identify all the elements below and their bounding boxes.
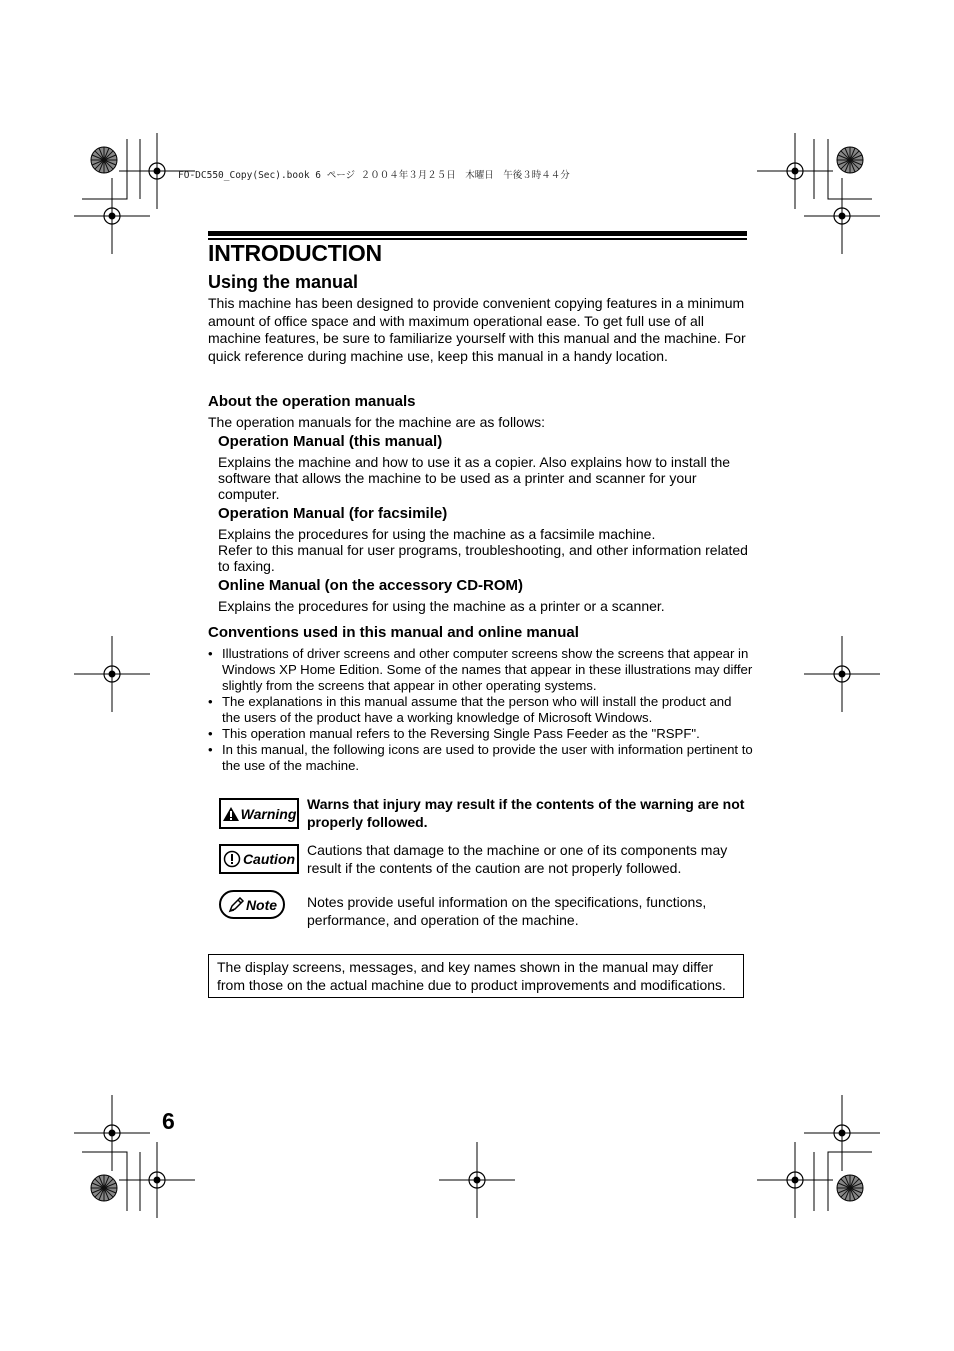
section-heading: Using the manual bbox=[208, 272, 359, 292]
page-number: 6 bbox=[162, 1108, 175, 1134]
warning-text: Warns that injury may result if the contents of the warning are not properly followed. bbox=[307, 796, 745, 830]
manual-description: Refer to this manual for user programs, troubleshooting, and other information related to faxing. bbox=[218, 542, 748, 574]
caution-label: Caution bbox=[242, 851, 296, 867]
notice-box: The display screens, messages, and key names shown in the manual may differ from those on the actual machine due to product improvements and modifications. bbox=[208, 954, 744, 998]
caution-badge bbox=[219, 844, 299, 874]
section-intro: This machine has been designed to provide convenient copying features in a minimum amount of office space and with maximum operational ease. To get full use of all machine features, be sure to familiarize yourself with this manual and the machine. For quick reference during machine use, keep this manual in a handy location. bbox=[208, 295, 746, 364]
print-header: FO-DC550_Copy(Sec).book 6 ページ ２００４年３月２５日 木曜日 午後３時４４分 bbox=[178, 170, 570, 181]
note-badge bbox=[219, 890, 285, 919]
manual-name: Operation Manual (for facsimile) bbox=[218, 505, 448, 522]
title-rule-thick bbox=[208, 231, 747, 236]
about-intro: The operation manuals for the machine are as follows: bbox=[208, 414, 545, 430]
about-heading: About the operation manuals bbox=[208, 393, 416, 410]
manual-description: Explains the procedures for using the machine as a printer or a scanner. bbox=[218, 598, 665, 614]
exclamation-circle-icon bbox=[223, 850, 241, 868]
caution-text: Cautions that damage to the machine or one of its components may result if the contents of the caution are not properly followed. bbox=[307, 842, 728, 876]
warning-triangle-icon bbox=[222, 806, 240, 822]
manual-description: Explains the machine and how to use it as a copier. Also explains how to install the software that allows the machine to be used as a printer and scanner for your computer. bbox=[218, 454, 731, 502]
pencil-icon bbox=[227, 897, 245, 913]
list-item: • In this manual, the following icons are used to provide the user with information pertinent to the use of the machine. bbox=[208, 742, 753, 774]
note-text: Notes provide useful information on the specifications, functions, performance, and operation of the machine. bbox=[307, 894, 707, 928]
list-item: • This operation manual refers to the Reversing Single Pass Feeder as the "RSPF". bbox=[208, 726, 753, 742]
conventions-list bbox=[208, 646, 753, 774]
list-item: • Illustrations of driver screens and other computer screens show the screens that appear in Windows XP Home Edition. Some of the names that appear in these illustrations may differ slightly from the screens that appear in other operating systems. bbox=[208, 646, 753, 694]
warning-label: Warning bbox=[240, 805, 297, 822]
manual-name: Online Manual (on the accessory CD-ROM) bbox=[218, 577, 524, 594]
list-item: • The explanations in this manual assume that the person who will install the product and the users of the product have a working knowledge of Microsoft Windows. bbox=[208, 694, 753, 726]
manual-name: Operation Manual (this manual) bbox=[218, 433, 443, 450]
manual-description: Explains the procedures for using the machine as a facsimile machine. bbox=[218, 526, 656, 542]
conventions-heading: Conventions used in this manual and online manual bbox=[208, 624, 579, 641]
note-label: Note bbox=[245, 896, 278, 913]
warning-badge bbox=[219, 798, 299, 829]
page-title: INTRODUCTION bbox=[208, 240, 382, 266]
